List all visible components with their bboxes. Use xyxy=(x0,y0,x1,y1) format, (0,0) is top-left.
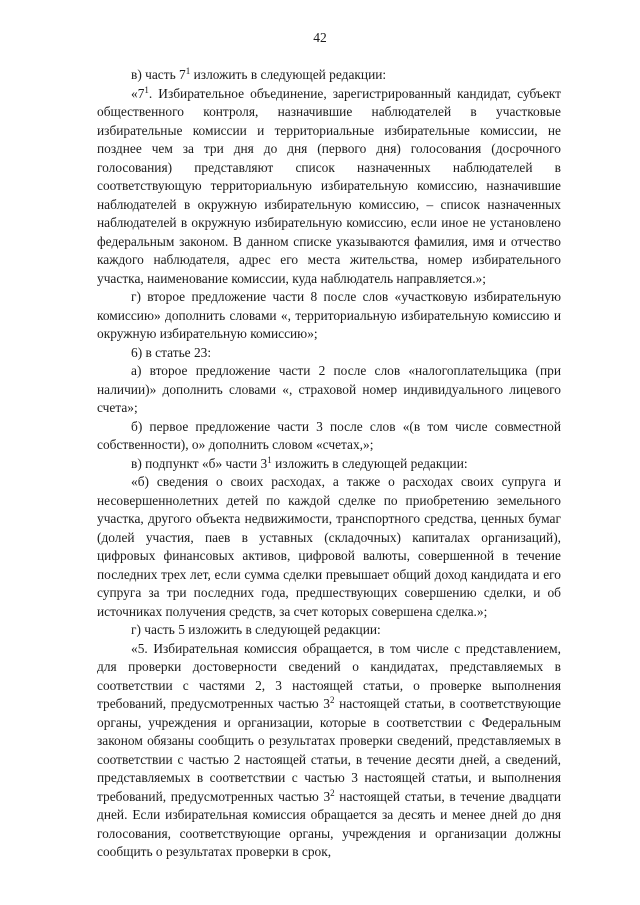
superscript-index: 2 xyxy=(330,787,335,798)
text-run: настоящей статьи, в соответствующие органы, учреждения и организации, которые в соответствии с Федеральным законом обязаны сообщить о результатах проверки сведений, представляемых в соответствии с частью 2 настоящей статьи, в течение десяти дней, а сведений, представляемых в соответствии с частью 3 настоящей статьи, и выполнения требований, предусмотренных частью 3 xyxy=(97,696,562,804)
document-paragraph xyxy=(97,362,561,418)
document-paragraph xyxy=(97,288,561,344)
superscript-index: 1 xyxy=(144,84,149,95)
document-body xyxy=(97,66,561,862)
document-paragraph xyxy=(97,66,561,85)
document-paragraph xyxy=(97,85,561,289)
text-run: в) часть 7 xyxy=(131,67,186,82)
document-paragraph xyxy=(97,473,561,621)
document-paragraph xyxy=(97,455,561,474)
text-run: 6) в статье 23: xyxy=(131,344,212,360)
text-run: г) часть 5 изложить в следующей редакции: xyxy=(131,622,381,637)
text-run: б) первое предложение части 3 после слов «(в том числе совместной собственности), о» дополнить словом «счетах,»; xyxy=(97,418,561,452)
document-paragraph xyxy=(97,640,561,862)
text-run: изложить в следующей редакции: xyxy=(190,67,387,82)
superscript-index: 2 xyxy=(329,695,335,705)
text-run: г) второе предложение части 8 после слов «участковую избирательную комиссию» дополнить словами «, территориальную избирательную комиссию и окружную избирательную комиссию»; xyxy=(97,289,561,341)
text-run: . Избирательное объединение, зарегистрированный кандидат, субъект общественного контроля, назначившие наблюдателей в участковые избирательные комиссии и территориальные избирательные комиссии, не позднее чем за три дня до дня (первого дня) голосования (досрочного голосования) представляют список назначенных наблюдателей в соответствующую территориальную избирательную комиссию, назначившие наблюдателей в окружную избирательную комиссию, – список назначенных наблюдателей в окружную избирательную комиссию, если иное не установлено федеральным законом. В данном списке указываются фамилия, имя и отчество каждого наблюдателя, адрес его места жительства, номер избирательного участка, наименование комиссии, куда наблюдатель направляется.»; xyxy=(97,85,561,286)
document-paragraph xyxy=(97,418,561,455)
superscript-index: 1 xyxy=(267,454,272,465)
document-paragraph xyxy=(97,621,561,640)
text-run: «7 xyxy=(131,85,145,101)
text-run: в) подпункт «б» части 3 xyxy=(131,455,268,471)
text-run: изложить в следующей редакции: xyxy=(271,455,468,471)
text-run: «б) сведения о своих расходах, а также о расходах своих супруга и несовершеннолетних детей по каждой сделке по приобретению земельного участка, другого объекта недвижимости, транспортного средства, ценных бумаг (долей участия, паев в уставных (складочных) капиталах организаций), цифровых финансовых активов, цифровой валюты, совершенной в течение последних трех лет, если сумма сделки превышает общий доход кандидата и его супруга за три последних года, предшествующих совершению сделки, и об источниках получения средств, за счет которых совершена сделка.»; xyxy=(97,474,561,619)
superscript-index: 1 xyxy=(185,66,191,76)
text-run: а) второе предложение части 2 после слов «налогоплательщика (при наличии)» дополнить словами «, страховой номер индивидуального лицевого счета»; xyxy=(97,363,561,415)
document-paragraph xyxy=(97,344,561,363)
text-run: настоящей статьи, в течение двадцати дней. Если избирательная комиссия обращается за десять и менее дней до дня голосования, соответствующие органы, учреждения и организации должны сообщить о результатах проверки в срок, xyxy=(97,788,561,859)
text-run: «5. Избирательная комиссия обращается, в том числе с представлением, для проверки достоверности сведений о кандидатах, представляемых в соответствии с частями 2, 3 настоящей статьи, о проверке выполнения требований, предусмотренных частью 3 xyxy=(97,640,561,711)
page-number: 42 xyxy=(313,30,327,45)
